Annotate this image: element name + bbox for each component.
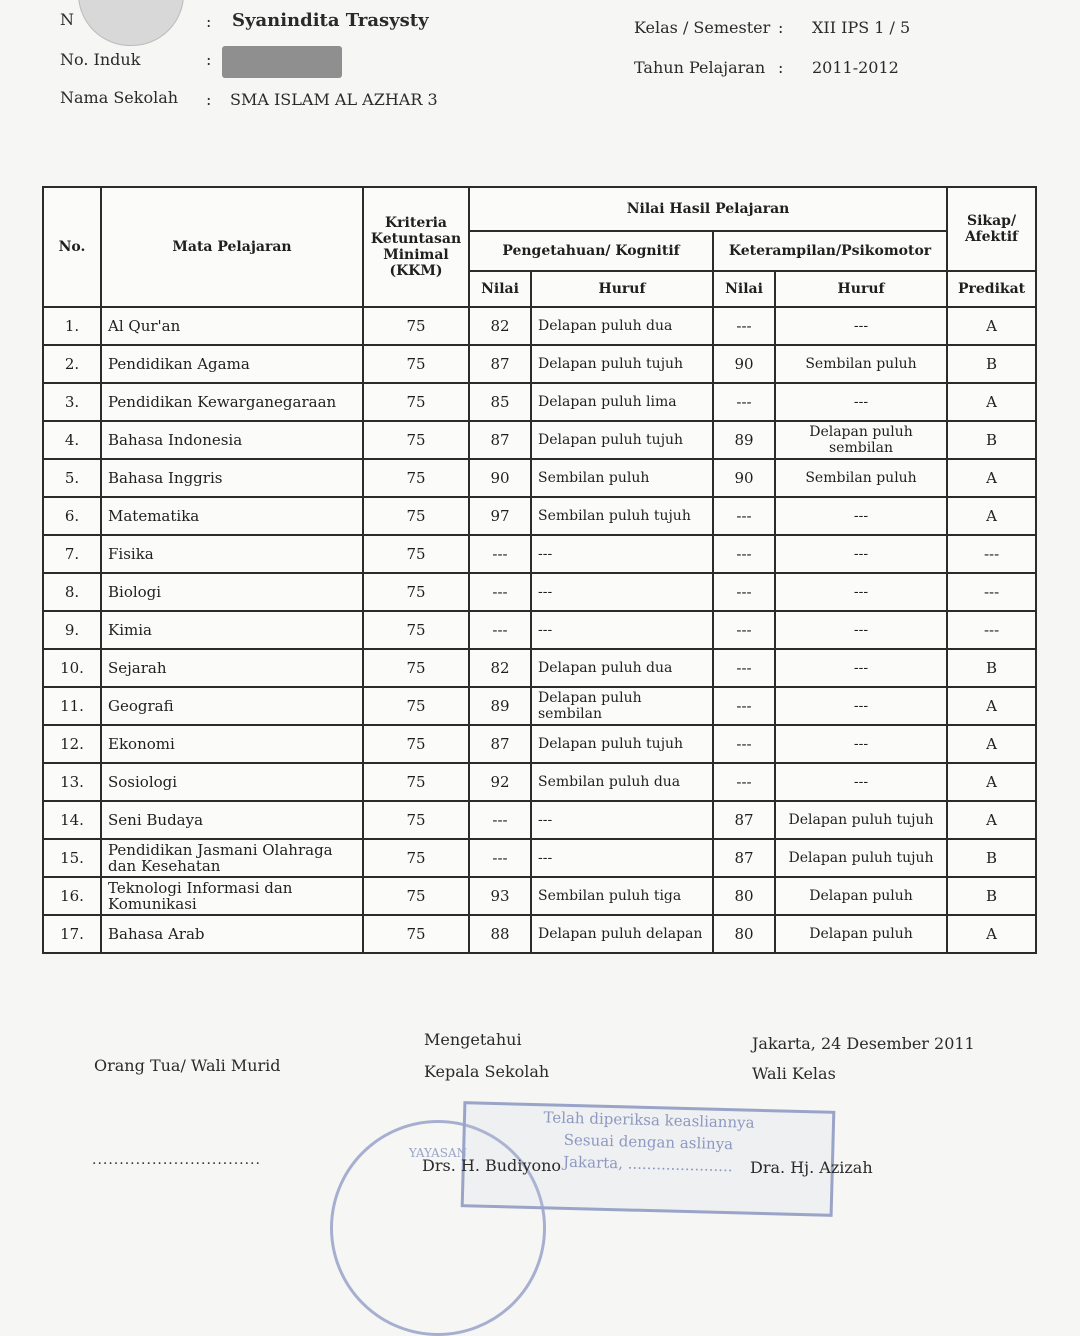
- row-skill-score: ---: [713, 763, 775, 801]
- row-number: 17.: [43, 915, 101, 953]
- row-knowledge-score: 89: [469, 687, 531, 725]
- year-colon: :: [778, 58, 784, 77]
- row-number: 5.: [43, 459, 101, 497]
- row-knowledge-words: Delapan puluh tujuh: [531, 421, 713, 459]
- table-row: [43, 459, 1036, 497]
- row-skill-words: ---: [775, 307, 947, 345]
- row-kkm: 75: [363, 535, 469, 573]
- row-knowledge-score: 82: [469, 307, 531, 345]
- row-kkm: 75: [363, 839, 469, 877]
- year-label: Tahun Pelajaran: [634, 58, 766, 77]
- row-kkm: 75: [363, 649, 469, 687]
- row-knowledge-score: 82: [469, 649, 531, 687]
- principal-label: Kepala Sekolah: [424, 1062, 550, 1081]
- table-row: [43, 307, 1036, 345]
- row-knowledge-words: Sembilan puluh dua: [531, 763, 713, 801]
- row-number: 12.: [43, 725, 101, 763]
- row-predicate: A: [947, 383, 1036, 421]
- class-value: XII IPS 1 / 5: [812, 18, 911, 37]
- header-predicate: Predikat: [947, 271, 1036, 307]
- row-number: 16.: [43, 877, 101, 915]
- header-no: No.: [43, 187, 101, 307]
- row-skill-score: 87: [713, 801, 775, 839]
- row-subject: Bahasa Inggris: [101, 459, 363, 497]
- row-subject: Kimia: [101, 611, 363, 649]
- row-kkm: 75: [363, 611, 469, 649]
- row-skill-words: Delapan puluh sembilan: [775, 421, 947, 459]
- row-knowledge-words: ---: [531, 839, 713, 877]
- row-skill-score: ---: [713, 383, 775, 421]
- row-predicate: A: [947, 915, 1036, 953]
- row-predicate: A: [947, 497, 1036, 535]
- row-skill-words: ---: [775, 687, 947, 725]
- row-knowledge-words: Delapan puluh lima: [531, 383, 713, 421]
- table-row: [43, 649, 1036, 687]
- row-number: 1.: [43, 307, 101, 345]
- header-knowledge-letters: Huruf: [531, 271, 713, 307]
- row-predicate: A: [947, 801, 1036, 839]
- row-number: 4.: [43, 421, 101, 459]
- row-number: 7.: [43, 535, 101, 573]
- row-knowledge-words: ---: [531, 573, 713, 611]
- year-value: 2011-2012: [812, 58, 899, 77]
- row-subject: Pendidikan Jasmani Olahraga dan Kesehatan: [101, 839, 363, 877]
- row-skill-score: ---: [713, 535, 775, 573]
- row-skill-words: ---: [775, 535, 947, 573]
- row-skill-score: ---: [713, 497, 775, 535]
- row-knowledge-words: Delapan puluh tujuh: [531, 345, 713, 383]
- table-row: [43, 915, 1036, 953]
- row-subject: Al Qur'an: [101, 307, 363, 345]
- row-kkm: 75: [363, 877, 469, 915]
- student-photo: [78, 0, 184, 46]
- row-skill-words: ---: [775, 497, 947, 535]
- row-knowledge-score: 87: [469, 345, 531, 383]
- row-knowledge-score: 87: [469, 421, 531, 459]
- table-row: [43, 383, 1036, 421]
- row-knowledge-words: Delapan puluh dua: [531, 649, 713, 687]
- header-skill-score: Nilai: [713, 271, 775, 307]
- row-kkm: 75: [363, 725, 469, 763]
- row-subject: Bahasa Indonesia: [101, 421, 363, 459]
- school-colon: :: [206, 90, 212, 109]
- row-skill-words: Sembilan puluh: [775, 345, 947, 383]
- row-number: 2.: [43, 345, 101, 383]
- table-row: [43, 497, 1036, 535]
- row-skill-score: ---: [713, 687, 775, 725]
- grades-body: [43, 307, 1036, 953]
- row-predicate: A: [947, 725, 1036, 763]
- row-skill-words: ---: [775, 725, 947, 763]
- row-knowledge-score: 93: [469, 877, 531, 915]
- row-knowledge-words: Sembilan puluh: [531, 459, 713, 497]
- row-predicate: B: [947, 345, 1036, 383]
- row-skill-score: 80: [713, 915, 775, 953]
- row-kkm: 75: [363, 763, 469, 801]
- stamp-line-3: Jakarta, ......................: [562, 1152, 733, 1176]
- row-knowledge-words: ---: [531, 801, 713, 839]
- table-row: [43, 763, 1036, 801]
- row-number: 11.: [43, 687, 101, 725]
- redacted-induk-number: [222, 46, 342, 78]
- row-predicate: A: [947, 307, 1036, 345]
- row-predicate: B: [947, 649, 1036, 687]
- row-skill-words: Delapan puluh: [775, 915, 947, 953]
- row-number: 8.: [43, 573, 101, 611]
- acknowledge-label: Mengetahui: [424, 1030, 522, 1049]
- row-knowledge-score: 92: [469, 763, 531, 801]
- principal-name: Drs. H. Budiyono: [422, 1156, 562, 1175]
- school-label: Nama Sekolah: [60, 88, 179, 107]
- parent-label: Orang Tua/ Wali Murid: [94, 1056, 281, 1075]
- table-row: [43, 345, 1036, 383]
- homeroom-label: Wali Kelas: [752, 1064, 836, 1083]
- row-number: 3.: [43, 383, 101, 421]
- row-skill-score: ---: [713, 725, 775, 763]
- row-subject: Sosiologi: [101, 763, 363, 801]
- name-label: N: [60, 10, 74, 29]
- header-skill: Keterampilan/Psikomotor: [713, 231, 947, 271]
- grades-table: [42, 186, 1037, 954]
- row-kkm: 75: [363, 421, 469, 459]
- row-kkm: 75: [363, 383, 469, 421]
- header-subject: Mata Pelajaran: [101, 187, 363, 307]
- row-skill-score: 87: [713, 839, 775, 877]
- parent-signature-line: ...............................: [92, 1152, 261, 1168]
- row-skill-words: ---: [775, 611, 947, 649]
- row-number: 15.: [43, 839, 101, 877]
- row-subject: Sejarah: [101, 649, 363, 687]
- row-kkm: 75: [363, 345, 469, 383]
- row-knowledge-score: 85: [469, 383, 531, 421]
- row-subject: Matematika: [101, 497, 363, 535]
- row-kkm: 75: [363, 801, 469, 839]
- school-name: SMA ISLAM AL AZHAR 3: [230, 90, 438, 109]
- row-skill-words: Sembilan puluh: [775, 459, 947, 497]
- table-row: [43, 535, 1036, 573]
- row-skill-words: Delapan puluh: [775, 877, 947, 915]
- row-knowledge-words: Delapan puluh tujuh: [531, 725, 713, 763]
- header-knowledge: Pengetahuan/ Kognitif: [469, 231, 713, 271]
- stamp-line-1: Telah diperiksa keasliannya: [543, 1108, 755, 1132]
- table-row: [43, 687, 1036, 725]
- row-subject: Teknologi Informasi dan Komunikasi: [101, 877, 363, 915]
- induk-label: No. Induk: [60, 50, 141, 69]
- row-skill-score: 90: [713, 459, 775, 497]
- row-number: 13.: [43, 763, 101, 801]
- row-kkm: 75: [363, 687, 469, 725]
- table-row: [43, 573, 1036, 611]
- row-predicate: ---: [947, 573, 1036, 611]
- row-knowledge-words: ---: [531, 611, 713, 649]
- row-kkm: 75: [363, 915, 469, 953]
- row-kkm: 75: [363, 497, 469, 535]
- place-date: Jakarta, 24 Desember 2011: [752, 1034, 975, 1053]
- student-name: Syanindita Trasysty: [232, 10, 429, 31]
- row-knowledge-score: 90: [469, 459, 531, 497]
- row-subject: Geografi: [101, 687, 363, 725]
- table-row: [43, 839, 1036, 877]
- row-knowledge-score: 87: [469, 725, 531, 763]
- row-knowledge-words: Sembilan puluh tujuh: [531, 497, 713, 535]
- stamp-line-2: Sesuai dengan aslinya: [563, 1130, 734, 1154]
- table-row: [43, 421, 1036, 459]
- row-predicate: B: [947, 877, 1036, 915]
- row-skill-score: ---: [713, 611, 775, 649]
- row-predicate: A: [947, 459, 1036, 497]
- header-attitude: Sikap/ Afektif: [947, 187, 1036, 271]
- row-skill-score: 80: [713, 877, 775, 915]
- header-skill-letters: Huruf: [775, 271, 947, 307]
- row-subject: Seni Budaya: [101, 801, 363, 839]
- induk-colon: :: [206, 50, 212, 69]
- row-knowledge-words: ---: [531, 535, 713, 573]
- row-knowledge-score: ---: [469, 801, 531, 839]
- row-skill-words: ---: [775, 763, 947, 801]
- row-subject: Pendidikan Agama: [101, 345, 363, 383]
- table-row: [43, 801, 1036, 839]
- row-skill-words: Delapan puluh tujuh: [775, 801, 947, 839]
- header-results: Nilai Hasil Pelajaran: [469, 187, 947, 231]
- row-kkm: 75: [363, 573, 469, 611]
- table-row: [43, 877, 1036, 915]
- row-knowledge-words: Sembilan puluh tiga: [531, 877, 713, 915]
- row-number: 6.: [43, 497, 101, 535]
- name-colon: :: [206, 12, 212, 31]
- row-knowledge-score: ---: [469, 611, 531, 649]
- row-knowledge-words: Delapan puluh dua: [531, 307, 713, 345]
- row-knowledge-score: 88: [469, 915, 531, 953]
- row-skill-words: ---: [775, 383, 947, 421]
- row-knowledge-score: 97: [469, 497, 531, 535]
- row-subject: Pendidikan Kewarganegaraan: [101, 383, 363, 421]
- class-label: Kelas / Semester: [634, 18, 771, 37]
- row-predicate: A: [947, 687, 1036, 725]
- row-predicate: B: [947, 839, 1036, 877]
- row-knowledge-score: ---: [469, 535, 531, 573]
- table-row: [43, 611, 1036, 649]
- row-subject: Bahasa Arab: [101, 915, 363, 953]
- row-knowledge-score: ---: [469, 573, 531, 611]
- row-knowledge-score: ---: [469, 839, 531, 877]
- row-predicate: ---: [947, 611, 1036, 649]
- row-skill-score: ---: [713, 573, 775, 611]
- row-skill-words: ---: [775, 573, 947, 611]
- row-kkm: 75: [363, 459, 469, 497]
- homeroom-name: Dra. Hj. Azizah: [750, 1158, 873, 1177]
- class-colon: :: [778, 18, 784, 37]
- row-number: 14.: [43, 801, 101, 839]
- row-knowledge-words: Delapan puluh sembilan: [531, 687, 713, 725]
- row-number: 9.: [43, 611, 101, 649]
- seal-text: YAYASAN: [408, 1146, 468, 1160]
- row-subject: Biologi: [101, 573, 363, 611]
- row-skill-score: 90: [713, 345, 775, 383]
- row-skill-words: Delapan puluh tujuh: [775, 839, 947, 877]
- row-skill-score: ---: [713, 649, 775, 687]
- row-subject: Ekonomi: [101, 725, 363, 763]
- row-skill-score: ---: [713, 307, 775, 345]
- row-subject: Fisika: [101, 535, 363, 573]
- row-knowledge-words: Delapan puluh delapan: [531, 915, 713, 953]
- header-knowledge-score: Nilai: [469, 271, 531, 307]
- header-kkm: Kriteria Ketuntasan Minimal (KKM): [363, 187, 469, 307]
- row-number: 10.: [43, 649, 101, 687]
- table-row: [43, 725, 1036, 763]
- row-predicate: B: [947, 421, 1036, 459]
- row-predicate: A: [947, 763, 1036, 801]
- row-skill-score: 89: [713, 421, 775, 459]
- row-kkm: 75: [363, 307, 469, 345]
- row-predicate: ---: [947, 535, 1036, 573]
- row-skill-words: ---: [775, 649, 947, 687]
